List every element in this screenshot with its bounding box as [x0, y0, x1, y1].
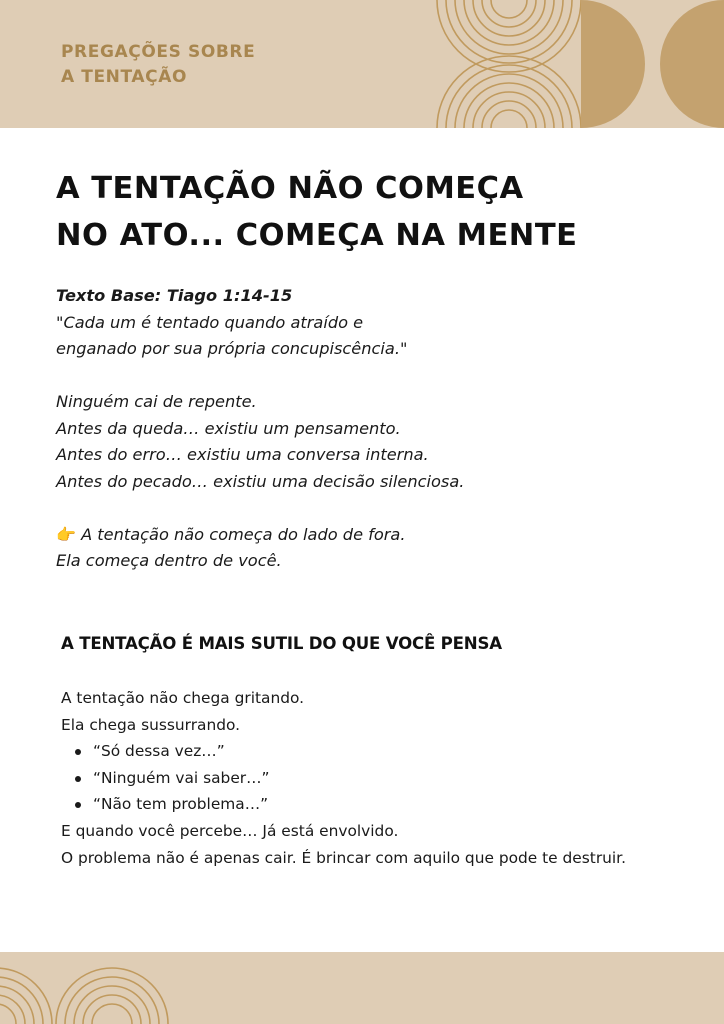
section-outro-line1: E quando você percebe… Já está envolvido.: [61, 821, 399, 840]
list-item: “Ninguém vai saber…”: [93, 765, 661, 792]
section-body: [61, 685, 661, 871]
spacer: [56, 363, 676, 390]
list-item: “Só dessa vez…”: [93, 738, 661, 765]
reflection-line: Antes do pecado… existiu uma decisão silenciosa.: [56, 471, 465, 491]
highlight-line1: [56, 522, 676, 549]
series-label-line1: PREGAÇÕES SOBRE: [61, 42, 256, 62]
page-title-line2: NO ATO... COMEÇA NA MENTE: [56, 218, 578, 253]
decorative-arcs-bottom: [0, 952, 724, 1024]
highlight-line2: Ela começa dentro de você.: [56, 551, 282, 570]
header-band: [0, 0, 724, 128]
scripture-quote-line1: "Cada um é tentado quando atraído e: [56, 312, 364, 332]
section-intro-line2: Ela chega sussurrando.: [61, 715, 241, 734]
whisper-list: [61, 738, 661, 818]
section-outro-line2: O problema não é apenas cair. É brincar com aquilo que pode te destruir.: [61, 848, 626, 867]
section-intro-line1: A tentação não chega gritando.: [61, 689, 305, 707]
highlight-text: A tentação não começa do lado de fora.: [81, 524, 406, 544]
footer-band: [0, 952, 724, 1024]
spacer: [56, 495, 676, 522]
reflection-line: Antes da queda… existiu um pensamento.: [56, 418, 401, 438]
base-text-block: [56, 283, 676, 575]
series-label: [61, 40, 255, 90]
pointing-hand-icon: 👉: [56, 524, 76, 544]
reflection-line: Ninguém cai de repente.: [56, 392, 257, 411]
page-title: [56, 165, 577, 259]
scripture-reference: Texto Base: Tiago 1:14-15: [56, 286, 293, 305]
section-title: A TENTAÇÃO É MAIS SUTIL DO QUE VOCÊ PENSA: [61, 634, 502, 653]
series-label-line2: A TENTAÇÃO: [61, 67, 188, 87]
scripture-quote-line2: enganado por sua própria concupiscência.": [56, 339, 408, 358]
reflection-line: Antes do erro… existiu uma conversa interna.: [56, 445, 429, 464]
page-title-line1: A TENTAÇÃO NÃO COMEÇA: [56, 171, 524, 206]
list-item: “Não tem problema…”: [93, 791, 661, 818]
